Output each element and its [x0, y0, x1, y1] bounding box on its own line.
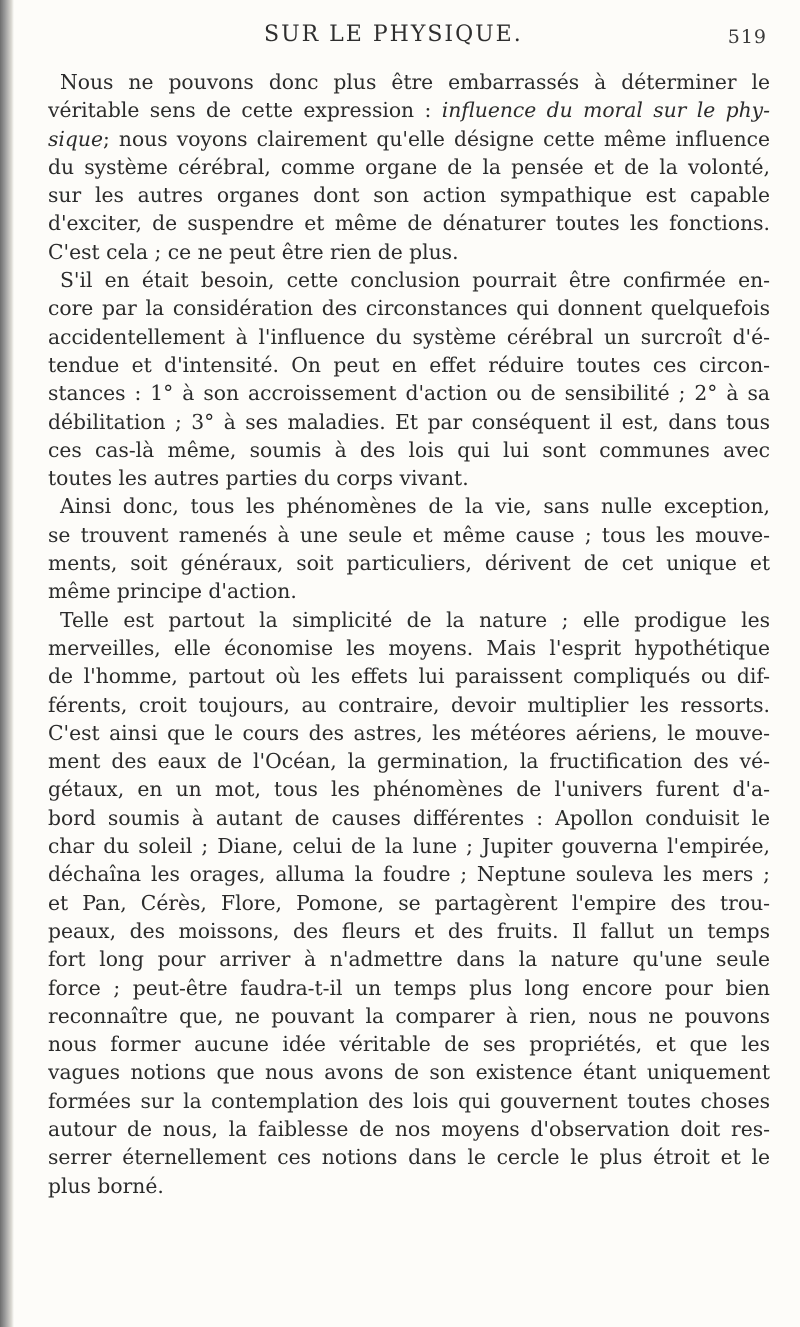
line-text: d'exciter, de suspendre et même de dénaturer toutes les fonctions.	[48, 211, 770, 236]
text-line	[48, 379, 770, 407]
text-line	[48, 521, 770, 549]
line-text: autour de nous, la faiblesse de nos moyens d'observation doit res-	[48, 1116, 770, 1141]
line-text: même principe d'action.	[48, 579, 297, 604]
text-line	[48, 974, 770, 1002]
text-line	[48, 1058, 770, 1086]
text-line	[48, 549, 770, 577]
line-text: accidentellement à l'influence du système cérébral un surcroît d'é-	[48, 324, 770, 349]
text-line	[48, 294, 770, 322]
italic-text: influence du moral sur le phy-	[441, 98, 770, 123]
line-text: fort long pour arriver à n'admettre dans la nature qu'une seule	[48, 947, 770, 972]
line-text: plus borné.	[48, 1173, 164, 1198]
line-text: serrer éternellement ces notions dans le cercle le plus étroit et le	[48, 1145, 770, 1170]
text-line	[48, 1002, 770, 1030]
page-binding-edge	[0, 0, 14, 1327]
text-line	[48, 266, 770, 294]
text-line	[48, 1143, 770, 1171]
text-line	[48, 577, 770, 605]
running-title: SUR LE PHYSIQUE.	[264, 22, 523, 47]
text-line	[48, 1172, 770, 1200]
line-text: bord soumis à autant de causes différentes : Apollon conduisit le	[48, 805, 770, 830]
page-number: 519	[727, 26, 767, 48]
line-text: ments, soit généraux, soit particuliers, dérivent de cet unique et	[48, 551, 770, 576]
text-line	[48, 323, 770, 351]
line-text: char du soleil ; Diane, celui de la lune ; Jupiter gouverna l'empirée,	[48, 834, 770, 859]
line-text: core par la considération des circonstances qui donnent quelquefois	[48, 296, 770, 321]
line-text: S'il en était besoin, cette conclusion pourrait être confirmée en-	[60, 268, 770, 293]
line-text: débilitation ; 3° à ses maladies. Et par conséquent il est, dans tous	[48, 409, 770, 434]
line-text: C'est cela ; ce ne peut être rien de plus.	[48, 239, 459, 264]
text-line	[48, 691, 770, 719]
text-line	[48, 492, 770, 520]
text-line	[48, 662, 770, 690]
text-line	[48, 804, 770, 832]
line-text: Nous ne pouvons donc plus être embarrassés à déterminer le	[60, 70, 770, 94]
line-text: stances : 1° à son accroissement d'action ou de sensibilité ; 2° à sa	[48, 381, 770, 406]
line-text: toutes les autres parties du corps vivant.	[48, 466, 469, 491]
text-line	[48, 775, 770, 803]
text-line	[48, 68, 770, 96]
line-text: déchaîna les orages, alluma la foudre ; Neptune souleva les mers ;	[48, 862, 770, 887]
text-line	[48, 606, 770, 634]
line-text: merveilles, elle économise les moyens. Mais l'esprit hypothétique	[48, 635, 770, 660]
line-text: de l'homme, partout où les effets lui paraissent compliqués ou dif-	[48, 664, 770, 689]
text-line	[48, 945, 770, 973]
text-line	[48, 747, 770, 775]
page-header	[0, 8, 800, 48]
text-line	[48, 209, 770, 237]
text-line	[48, 125, 770, 153]
text-line	[48, 1087, 770, 1115]
line-text: ment des eaux de l'Océan, la germination, la fructification des vé-	[48, 749, 770, 774]
line-text: et Pan, Cérès, Flore, Pomone, se partagèrent l'empire des trou-	[48, 890, 770, 915]
line-text: reconnaître que, ne pouvant la comparer à rien, nous ne pouvons	[48, 1003, 770, 1028]
text-line	[48, 351, 770, 379]
text-line	[48, 153, 770, 181]
text-line	[48, 1030, 770, 1058]
text-line	[48, 917, 770, 945]
text-line	[48, 436, 770, 464]
text-line	[48, 889, 770, 917]
line-text: formées sur la contemplation des lois qui gouvernent toutes choses	[48, 1088, 770, 1113]
line-text: Telle est partout la simplicité de la nature ; elle prodigue les	[60, 607, 770, 632]
line-text: se trouvent ramenés à une seule et même cause ; tous les mouve-	[48, 522, 770, 547]
text-line	[48, 634, 770, 662]
line-text: sur les autres organes dont son action sympathique est capable	[48, 183, 770, 208]
text-line	[48, 719, 770, 747]
text-line	[48, 832, 770, 860]
text-line	[48, 1115, 770, 1143]
text-line	[48, 96, 770, 124]
line-text: ces cas-là même, soumis à des lois qui lui sont communes avec	[48, 437, 770, 462]
line-text: nous former aucune idée véritable de ses propriétés, et que les	[48, 1032, 770, 1057]
line-text: ; nous voyons clairement qu'elle désigne cette même influence	[102, 126, 770, 151]
body-text	[48, 68, 770, 1200]
text-line	[48, 464, 770, 492]
line-text: C'est ainsi que le cours des astres, les météores aériens, le mouve-	[48, 720, 770, 745]
italic-text: sique	[48, 126, 103, 151]
line-text: gétaux, en un mot, tous les phénomènes de l'univers furent d'a-	[48, 777, 770, 802]
text-line	[48, 860, 770, 888]
text-line	[48, 181, 770, 209]
line-text: véritable sens de cette expression :	[48, 98, 442, 123]
line-text: vagues notions que nous avons de son existence étant uniquement	[48, 1060, 770, 1085]
line-text: tendue et d'intensité. On peut en effet réduire toutes ces circon-	[48, 352, 770, 377]
text-line	[48, 408, 770, 436]
line-text: Ainsi donc, tous les phénomènes de la vie, sans nulle exception,	[60, 494, 770, 519]
line-text: du système cérébral, comme organe de la pensée et de la volonté,	[48, 154, 770, 179]
line-text: force ; peut-être faudra-t-il un temps plus long encore pour bien	[48, 975, 770, 1000]
line-text: peaux, des moissons, des fleurs et des fruits. Il fallut un temps	[48, 918, 770, 943]
line-text: férents, croit toujours, au contraire, devoir multiplier les ressorts.	[48, 692, 770, 717]
text-line	[48, 238, 770, 266]
